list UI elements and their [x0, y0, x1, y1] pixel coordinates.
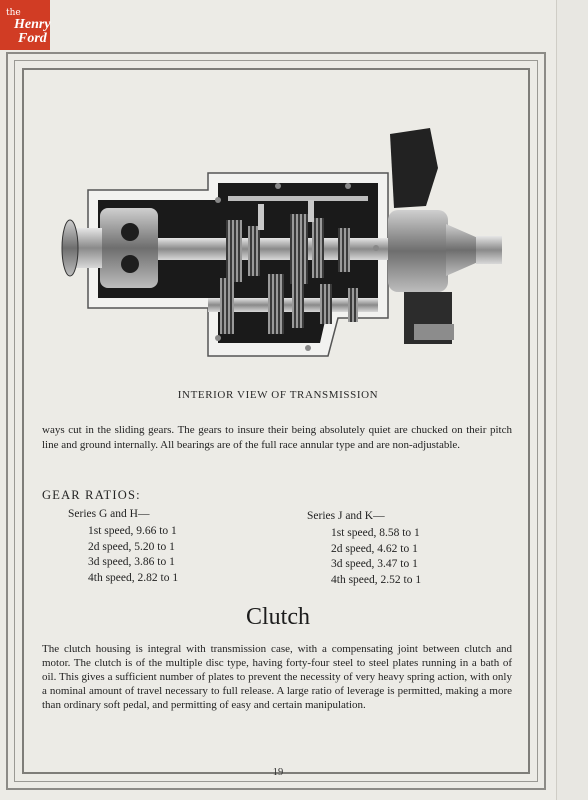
speed-ratio: 4th speed, 2.82 to 1 — [88, 571, 179, 584]
bearings-paragraph: ways cut in the sliding gears. The gears to insure their being absolutely quiet are chucked on their pitch line and ground internally. All bearings are of the full race annular type and are non-adjustable. — [42, 424, 512, 451]
speed-ratio: 1st speed, 8.58 to 1 — [331, 527, 420, 539]
series-j-k-label: Series J and K— — [307, 510, 385, 522]
speed-ratio: 1st speed, 9.66 to 1 — [88, 525, 177, 537]
gear-ratios-heading: GEAR RATIOS: — [42, 488, 141, 502]
logo-the: the — [6, 8, 21, 18]
photo-caption: INTERIOR VIEW OF TRANSMISSION — [177, 389, 379, 401]
transmission-photo — [58, 128, 506, 368]
clutch-paragraph: The clutch housing is integral with transmission case, with a compensating joint between clutch and motor. The clutch is of the multiple disc type, having forty-four steel to steel plates running in a bath of oil. This gives a sufficient number of plates to prevent the necessity of very heavy spring action, with only a nominal amount of travel necessary to full release. A large ratio of leverage is permitted, making a more than ordinary soft pedal, and permitting of easy and certain manipulation. — [42, 643, 512, 711]
logo-henry: Henry — [14, 17, 51, 32]
henry-ford-logo — [0, 0, 50, 50]
series-g-h-label: Series G and H— — [68, 508, 150, 520]
speed-ratio: 3d speed, 3.47 to 1 — [331, 558, 418, 570]
speed-ratio: 3d speed, 3.86 to 1 — [88, 556, 175, 568]
speed-ratio: 2d speed, 4.62 to 1 — [331, 542, 418, 555]
speed-ratio: 2d speed, 5.20 to 1 — [88, 540, 175, 553]
speed-ratio: 4th speed, 2.52 to 1 — [331, 573, 422, 586]
page-number: 19 — [272, 767, 284, 778]
series-g-h-speeds — [88, 524, 178, 586]
series-j-k-speeds — [331, 526, 421, 588]
clutch-heading: Clutch — [246, 604, 310, 630]
next-page-edge — [556, 0, 588, 800]
logo-ford: Ford — [18, 31, 47, 46]
